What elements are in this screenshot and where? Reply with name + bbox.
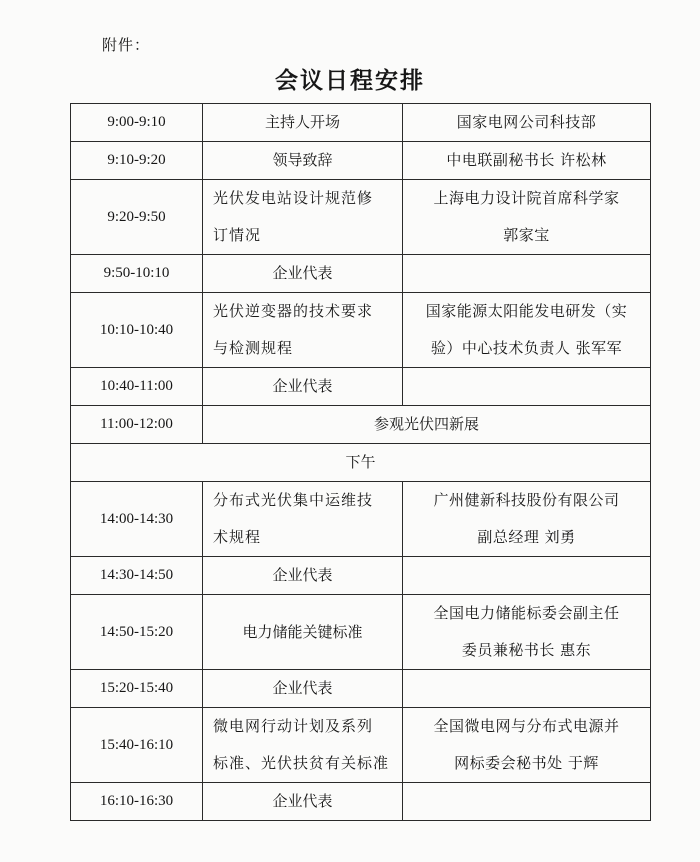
topic-cell (203, 595, 403, 670)
topic-line: 光伏发电站设计规范修 (213, 189, 374, 207)
table-row (71, 142, 651, 180)
speaker-cell (403, 670, 651, 708)
topic-cell (203, 708, 403, 783)
time-cell: 9:20-9:50 (71, 180, 203, 255)
morning-rows (71, 104, 651, 406)
time-cell: 14:30-14:50 (71, 557, 203, 595)
topic-line: 企业代表 (272, 566, 333, 584)
topic-cell (203, 142, 403, 180)
table-row (71, 104, 651, 142)
topic-cell (203, 368, 403, 406)
table-row (71, 783, 651, 821)
topic-line: 订情况 (213, 226, 262, 244)
topic-cell (203, 482, 403, 557)
afternoon-heading: 下午 (71, 444, 651, 482)
topic-cell (203, 293, 403, 368)
afternoon-rows (71, 482, 651, 821)
speaker-line: 国家能源太阳能发电研发（实 (425, 302, 628, 320)
table-row (71, 670, 651, 708)
speaker-line: 中电联副秘书长 许松林 (446, 151, 607, 169)
speaker-line: 副总经理 刘勇 (477, 528, 576, 546)
time-cell: 14:00-14:30 (71, 482, 203, 557)
topic-cell (203, 783, 403, 821)
topic-line: 企业代表 (272, 792, 333, 810)
time-cell: 9:10-9:20 (71, 142, 203, 180)
time-cell: 11:00-12:00 (71, 406, 203, 444)
topic-line: 主持人开场 (264, 113, 340, 131)
attachment-label: 附件： (102, 36, 151, 54)
time-cell: 14:50-15:20 (71, 595, 203, 670)
table-row (71, 255, 651, 293)
topic-cell (203, 670, 403, 708)
speaker-line: 全国电力储能标委会副主任 (433, 604, 620, 622)
topic-cell (203, 557, 403, 595)
table-row (71, 180, 651, 255)
table-row (71, 293, 651, 368)
speaker-line: 网标委会秘书处 于辉 (454, 754, 599, 772)
visit-section (71, 406, 651, 482)
topic-line: 分布式光伏集中运维技 (213, 491, 374, 509)
speaker-line: 全国微电网与分布式电源并 (433, 717, 620, 735)
speaker-cell (403, 783, 651, 821)
topic-line: 领导致辞 (272, 151, 333, 169)
topic-line: 企业代表 (272, 264, 333, 282)
table-row (71, 368, 651, 406)
speaker-cell (403, 293, 651, 368)
topic-cell (203, 180, 403, 255)
speaker-cell (403, 557, 651, 595)
table-row (71, 482, 651, 557)
table-row (71, 406, 651, 444)
speaker-line: 验）中心技术负责人 张军军 (430, 339, 623, 357)
topic-line: 光伏逆变器的技术要求 (213, 302, 374, 320)
topic-line: 电力储能关键标准 (242, 622, 363, 641)
speaker-cell (403, 104, 651, 142)
time-cell: 10:40-11:00 (71, 368, 203, 406)
table-row (71, 557, 651, 595)
time-cell: 10:10-10:40 (71, 293, 203, 368)
topic-line: 微电网行动计划及系列 (213, 717, 374, 735)
speaker-cell (403, 482, 651, 557)
topic-line: 标准、光伏扶贫有关标准 (213, 754, 390, 772)
table-row (71, 595, 651, 670)
topic-line: 企业代表 (272, 679, 333, 697)
time-cell: 9:50-10:10 (71, 255, 203, 293)
topic-line: 与检测规程 (213, 339, 294, 357)
speaker-line: 郭家宝 (503, 226, 550, 244)
page-title: 会议日程安排 (275, 68, 425, 94)
speaker-cell (403, 142, 651, 180)
topic-line: 术规程 (213, 528, 262, 546)
time-cell: 15:20-15:40 (71, 670, 203, 708)
speaker-line: 国家电网公司科技部 (456, 113, 597, 131)
table-row (71, 708, 651, 783)
speaker-line: 上海电力设计院首席科学家 (433, 189, 620, 207)
time-cell: 9:00-9:10 (71, 104, 203, 142)
speaker-line: 广州健新科技股份有限公司 (433, 491, 620, 509)
visit-cell: 参观光伏四新展 (203, 406, 651, 444)
time-cell: 15:40-16:10 (71, 708, 203, 783)
speaker-line: 委员兼秘书长 惠东 (461, 641, 592, 659)
speaker-cell (403, 368, 651, 406)
speaker-cell (403, 595, 651, 670)
topic-line: 企业代表 (272, 377, 333, 395)
speaker-cell (403, 708, 651, 783)
schedule-table (70, 103, 651, 821)
time-cell: 16:10-16:30 (71, 783, 203, 821)
topic-cell (203, 104, 403, 142)
section-row (71, 444, 651, 482)
topic-cell (203, 255, 403, 293)
speaker-cell (403, 255, 651, 293)
speaker-cell (403, 180, 651, 255)
